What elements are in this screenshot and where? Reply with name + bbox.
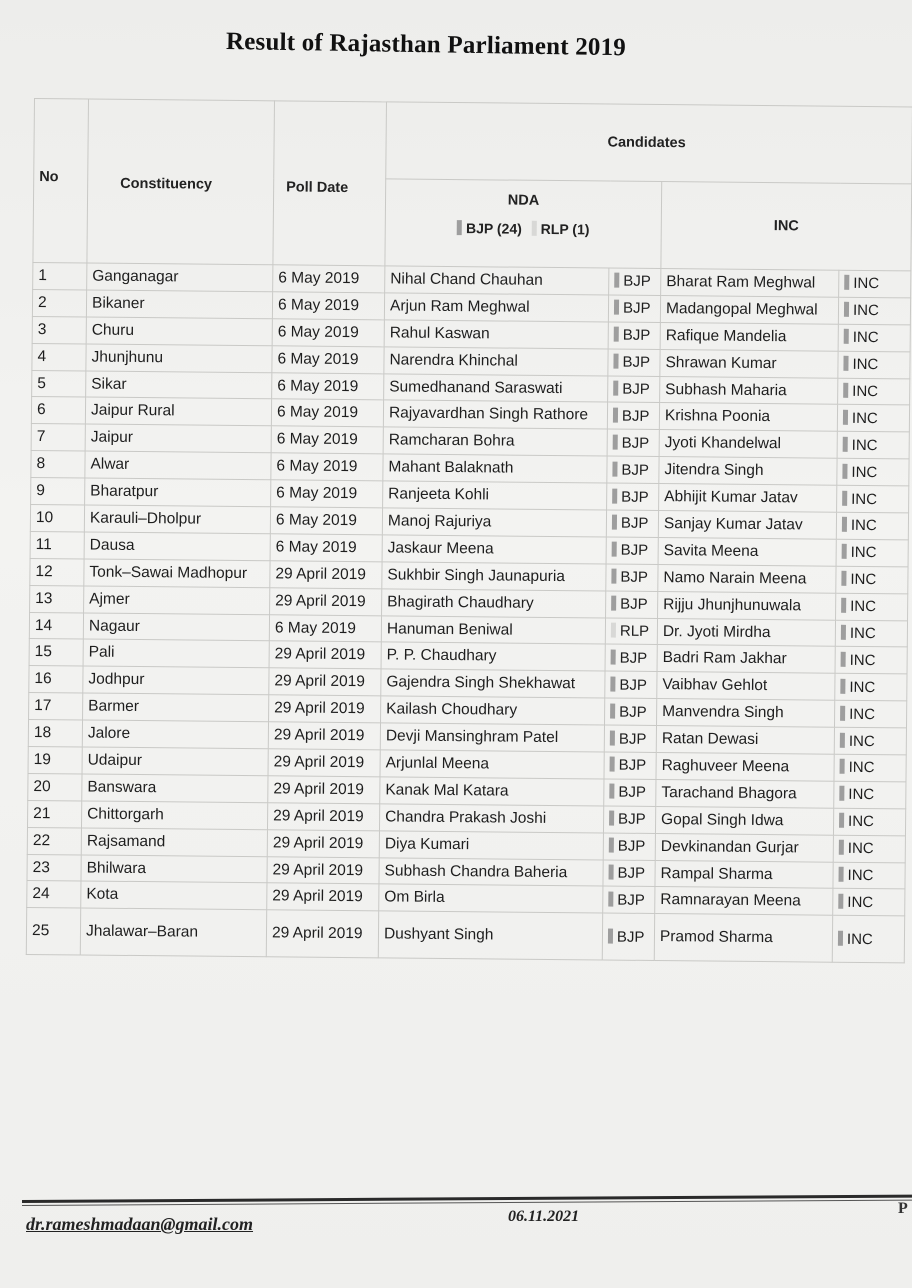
party-swatch-icon [610,703,615,718]
row-constituency: Pali [83,639,269,668]
row-inc-candidate: Rampal Sharma [655,860,833,889]
row-poll-date: 29 April 2019 [270,561,382,589]
row-no: 12 [30,558,84,585]
row-nda-candidate: Narendra Khinchal [384,347,608,376]
party-swatch-icon [839,867,844,882]
party-swatch-icon [838,894,843,909]
row-constituency: Ajmer [84,586,270,615]
row-nda-party [604,725,656,752]
party-label: BJP [619,676,647,694]
row-inc-party [837,485,909,513]
row-inc-party [834,727,906,755]
party-swatch-icon [843,356,848,371]
row-nda-candidate: Subhash Chandra Baheria [379,857,603,886]
party-swatch-icon [844,329,849,344]
party-label: INC [849,678,876,696]
row-inc-candidate: Sanjay Kumar Jatav [658,511,836,540]
party-swatch-icon [611,623,616,638]
row-no: 14 [29,612,83,639]
row-nda-party [602,913,654,960]
party-label: BJP [618,730,647,748]
row-constituency: Chittorgarh [81,801,267,830]
row-constituency: Ganganagar [87,263,273,292]
row-nda-candidate: Gajendra Singh Shekhawat [381,669,605,698]
row-inc-candidate: Abhijit Kumar Jatav [659,484,837,513]
row-constituency: Bikaner [86,290,272,319]
party-label: INC [848,759,875,777]
row-nda-candidate: Sukhbir Singh Jaunapuria [382,562,606,591]
party-swatch-icon [609,784,614,799]
party-label: INC [847,839,874,858]
row-inc-party [836,566,908,594]
row-no: 25 [26,908,80,956]
party-label: BJP [618,757,647,775]
row-inc-candidate: Bharat Ram Meghwal [661,269,839,298]
row-poll-date: 29 April 2019 [266,910,378,958]
results-table [26,98,912,964]
row-constituency: Barmer [83,693,269,722]
party-label: BJP [619,649,648,667]
row-inc-party [839,270,911,298]
row-inc-party [837,458,909,486]
row-inc-party [834,781,906,809]
row-no: 19 [28,747,82,774]
row-constituency: Jhunjhunu [86,344,272,373]
row-nda-party [603,806,655,833]
row-nda-party [608,376,660,403]
row-inc-candidate: Gopal Singh Idwa [655,806,833,835]
footer-email: dr.rameshmadaan@gmail.com [26,1214,254,1234]
table-row [26,908,904,963]
party-label: INC [849,624,876,643]
party-label: BJP [622,299,651,318]
row-constituency: Udaipur [82,747,268,776]
row-no: 20 [28,773,82,800]
rlp-count: RLP (1) [540,220,590,238]
row-nda-candidate: Jaskaur Meena [382,535,606,564]
row-nda-candidate: Diya Kumari [379,831,603,860]
row-inc-party [837,405,909,433]
row-constituency: Jhalawar–Baran [80,908,266,957]
row-poll-date: 29 April 2019 [267,856,379,884]
row-inc-candidate: Raghuveer Meena [656,753,834,782]
row-nda-party [604,752,656,779]
row-nda-party [605,671,657,698]
party-swatch-icon [843,383,848,398]
party-swatch-icon [609,811,614,826]
row-inc-party [838,378,910,406]
row-inc-party [834,754,906,782]
row-inc-party [835,674,907,702]
party-swatch-icon [610,730,615,745]
row-constituency: Jalore [82,720,268,749]
row-nda-candidate: Ramcharan Bohra [383,427,607,456]
row-inc-candidate: Ramnarayan Meena [655,887,833,916]
row-nda-party [604,779,656,806]
row-poll-date: 6 May 2019 [271,426,383,454]
row-nda-party [605,644,657,671]
row-inc-candidate: Devkinandan Gurjar [655,833,833,862]
party-label: INC [851,463,878,481]
row-nda-candidate: Kailash Choudhary [381,696,605,725]
party-label: INC [846,930,873,948]
row-inc-candidate: Badri Ram Jakhar [657,645,835,674]
footer-date: 06.11.2021 [508,1208,580,1225]
footer-page-mark: P [898,1200,908,1217]
row-constituency: Banswara [82,774,268,803]
row-constituency: Alwar [85,451,271,480]
party-swatch-icon [608,928,613,943]
row-inc-party [832,916,904,964]
row-no: 22 [27,827,81,854]
party-swatch-icon [611,569,616,584]
party-label: INC [852,329,879,347]
row-no: 8 [31,451,85,478]
row-constituency: Sikar [86,371,272,400]
header-constituency: Constituency [87,99,275,265]
party-label: INC [848,732,875,750]
party-label: BJP [619,703,647,721]
row-poll-date: 29 April 2019 [268,722,380,750]
party-label: INC [847,893,874,912]
row-constituency: Jaipur Rural [85,397,271,426]
row-nda-candidate: Manoj Rajuriya [382,508,606,537]
row-inc-party [835,647,907,675]
row-nda-candidate: Rajyavardhan Singh Rathore [383,400,607,429]
party-swatch-icon [840,679,845,694]
row-no: 13 [30,585,84,612]
row-constituency: Kota [81,881,267,910]
row-poll-date: 6 May 2019 [272,292,384,320]
row-no: 10 [30,505,84,532]
party-label: INC [849,651,876,670]
row-nda-party [606,537,658,564]
row-nda-party [606,591,658,618]
row-inc-candidate: Vaibhav Gehlot [657,672,835,701]
party-label: BJP [618,784,646,802]
row-no: 18 [28,720,82,747]
party-label: INC [850,597,877,616]
row-poll-date: 6 May 2019 [270,534,382,562]
party-swatch-icon [842,490,847,505]
row-nda-party [607,456,659,483]
row-inc-party [838,324,910,352]
party-label: BJP [622,353,651,372]
row-inc-party [836,539,908,567]
party-swatch-icon [614,300,619,315]
row-inc-party [834,700,906,728]
row-poll-date: 6 May 2019 [273,265,385,293]
party-swatch-icon [843,437,848,452]
row-poll-date: 6 May 2019 [271,453,383,481]
party-swatch-icon [839,786,844,801]
row-inc-candidate: Rijju Jhunjhunuwala [658,591,836,620]
row-poll-date: 6 May 2019 [269,614,381,642]
row-no: 21 [28,800,82,827]
row-no: 3 [32,316,86,343]
party-label: BJP [616,928,645,946]
row-nda-party [603,860,655,887]
row-nda-party [603,886,655,913]
party-swatch-icon [610,676,615,691]
header-candidates: Candidates [386,102,912,184]
row-poll-date: 29 April 2019 [268,749,380,777]
header-inc: INC [661,182,912,271]
party-swatch-icon [842,517,847,532]
row-poll-date: 29 April 2019 [267,829,379,857]
row-inc-candidate: Jyoti Khandelwal [659,430,837,459]
party-swatch-icon [841,652,846,667]
row-nda-party [607,402,659,429]
row-nda-party [608,295,660,322]
row-nda-candidate: Devji Mansinghram Patel [380,723,604,752]
row-inc-candidate: Tarachand Bhagora [656,779,834,808]
party-label: BJP [622,326,651,345]
row-no: 1 [33,262,87,289]
party-swatch-icon [838,931,843,946]
row-constituency: Tonk–Sawai Madhopur [84,559,270,588]
party-label: INC [852,382,879,401]
header-no: No [33,99,89,264]
party-label: INC [850,517,877,535]
row-constituency: Bhilwara [81,855,267,884]
party-label: BJP [617,864,646,882]
party-swatch-icon [839,840,844,855]
party-swatch-icon [610,757,615,772]
row-inc-party [838,351,910,379]
row-nda-candidate: Arjun Ram Meghwal [384,293,608,322]
row-inc-party [833,808,905,836]
rlp-swatch-icon [532,221,537,236]
results-table-wrapper [26,98,912,964]
nda-party-summary [391,219,656,238]
party-swatch-icon [841,571,846,586]
party-label: INC [851,490,878,508]
party-label: BJP [621,434,650,452]
row-inc-party [836,593,908,621]
party-label: BJP [621,488,649,506]
party-swatch-icon [611,649,616,664]
party-swatch-icon [842,463,847,478]
row-nda-candidate: Ranjeeta Kohli [383,481,607,510]
row-nda-candidate: Nihal Chand Chauhan [385,266,609,295]
row-no: 5 [32,370,86,397]
row-no: 24 [27,881,81,908]
party-label: BJP [618,810,646,829]
row-nda-party [605,618,657,645]
row-no: 16 [29,666,83,693]
row-constituency: Karauli–Dholpur [84,505,270,534]
party-label: BJP [623,273,651,291]
row-inc-party [837,432,909,460]
row-no: 23 [27,854,81,881]
row-no: 15 [29,639,83,666]
party-label: INC [848,813,875,831]
row-inc-candidate: Ratan Dewasi [656,726,834,755]
row-poll-date: 29 April 2019 [269,695,381,723]
row-poll-date: 6 May 2019 [271,480,383,508]
party-swatch-icon [840,732,845,747]
party-label: INC [851,409,878,428]
row-poll-date: 29 April 2019 [269,668,381,696]
party-swatch-icon [844,302,849,317]
row-poll-date: 29 April 2019 [270,587,382,615]
row-constituency: Churu [86,317,272,346]
results-body [26,262,911,963]
row-nda-candidate: Sumedhanand Saraswati [384,373,608,402]
row-constituency: Rajsamand [81,828,267,857]
party-label: BJP [620,541,649,560]
row-no: 11 [30,531,84,558]
row-poll-date: 6 May 2019 [272,345,384,373]
header-nda [385,179,662,269]
party-swatch-icon [614,327,619,342]
header-nda-label: NDA [507,192,540,209]
row-nda-party [606,564,658,591]
bjp-swatch-icon [457,220,462,235]
row-inc-candidate: Dr. Jyoti Mirdha [657,618,835,647]
party-label: INC [847,866,874,885]
row-no: 17 [29,693,83,720]
row-nda-candidate: Dushyant Singh [378,911,602,960]
party-swatch-icon [609,838,614,853]
party-label: BJP [621,461,650,479]
party-swatch-icon [613,407,618,422]
row-nda-party [603,833,655,860]
row-constituency: Jaipur [85,424,271,453]
party-swatch-icon [609,865,614,880]
row-poll-date: 29 April 2019 [267,803,379,831]
row-no: 9 [31,478,85,505]
row-inc-candidate: Savita Meena [658,537,836,566]
row-constituency: Bharatpur [85,478,271,507]
row-nda-candidate: Arjunlal Meena [380,750,604,779]
row-inc-party [833,835,905,863]
row-poll-date: 6 May 2019 [270,507,382,535]
row-no: 6 [31,397,85,424]
party-label: INC [852,355,879,374]
row-inc-party [838,297,910,325]
row-poll-date: 29 April 2019 [269,641,381,669]
row-nda-party [607,429,659,456]
party-swatch-icon [612,515,617,530]
row-inc-candidate: Pramod Sharma [654,914,832,963]
row-poll-date: 29 April 2019 [268,776,380,804]
party-label: INC [848,786,875,804]
row-inc-candidate: Rafique Mandelia [660,322,838,351]
row-inc-candidate: Madangopal Meghwal [660,295,838,324]
party-swatch-icon [840,705,845,720]
row-inc-party [833,862,905,890]
party-label: INC [849,705,876,723]
header-poll-date: Poll Date [273,101,387,266]
party-swatch-icon [611,596,616,611]
party-swatch-icon [844,275,849,290]
row-nda-candidate: P. P. Chaudhary [381,642,605,671]
party-label: BJP [622,380,650,398]
party-label: RLP [619,622,650,640]
row-constituency: Nagaur [83,613,269,642]
row-poll-date: 29 April 2019 [267,883,379,911]
row-inc-candidate: Subhash Maharia [660,376,838,405]
party-swatch-icon [842,544,847,559]
party-label: BJP [621,407,650,425]
party-label: INC [852,302,879,320]
row-nda-candidate: Rahul Kaswan [384,320,608,349]
row-inc-candidate: Namo Narain Meena [658,564,836,593]
party-label: INC [851,436,878,454]
party-swatch-icon [612,488,617,503]
row-nda-candidate: Bhagirath Chaudhary [382,589,606,618]
party-swatch-icon [840,759,845,774]
party-label: INC [850,571,877,589]
row-nda-candidate: Om Birla [379,884,603,913]
row-poll-date: 6 May 2019 [272,319,384,347]
row-constituency: Dausa [84,532,270,561]
party-label: BJP [620,568,649,587]
party-label: INC [850,544,877,562]
row-nda-party [608,322,660,349]
row-inc-candidate: Manvendra Singh [657,699,835,728]
party-label: BJP [620,595,648,614]
row-no: 7 [31,424,85,451]
party-label: BJP [620,515,649,533]
row-inc-party [835,620,907,648]
party-swatch-icon [843,410,848,425]
party-swatch-icon [612,542,617,557]
row-nda-party [607,483,659,510]
party-swatch-icon [613,381,618,396]
row-nda-party [609,268,661,295]
page-title: Result of Rajasthan Parliament 2019 [225,28,627,62]
row-inc-candidate: Krishna Poonia [659,403,837,432]
row-nda-party [608,349,660,376]
row-nda-candidate: Chandra Prakash Joshi [379,804,603,833]
row-poll-date: 6 May 2019 [272,372,384,400]
row-no: 4 [32,343,86,370]
row-nda-candidate: Kanak Mal Katara [380,777,604,806]
bjp-count: BJP (24) [465,220,522,237]
row-inc-candidate: Shrawan Kumar [660,349,838,378]
party-swatch-icon [612,461,617,476]
party-swatch-icon [613,434,618,449]
party-swatch-icon [841,625,846,640]
party-swatch-icon [608,891,613,906]
row-inc-party [836,512,908,540]
row-nda-candidate: Mahant Balaknath [383,454,607,483]
party-label: BJP [617,891,645,909]
row-inc-party [833,889,905,917]
row-inc-candidate: Jitendra Singh [659,457,837,486]
row-nda-candidate: Hanuman Beniwal [381,615,605,644]
row-nda-party [605,698,657,725]
party-label: INC [853,275,880,293]
party-swatch-icon [614,273,619,288]
row-poll-date: 6 May 2019 [271,399,383,427]
party-swatch-icon [839,813,844,828]
row-no: 2 [32,289,86,316]
row-nda-party [606,510,658,537]
party-swatch-icon [841,598,846,613]
row-constituency: Jodhpur [83,666,269,695]
party-label: BJP [617,837,646,856]
party-swatch-icon [613,354,618,369]
